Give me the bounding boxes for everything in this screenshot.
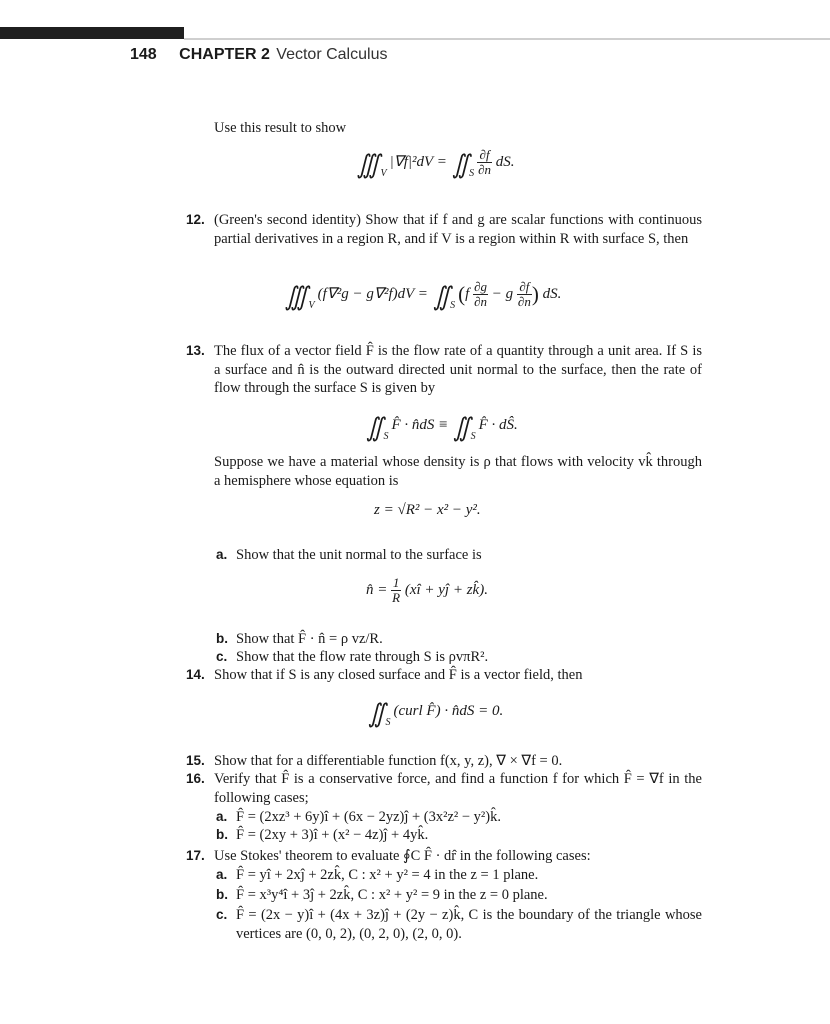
problem-12-text: (Green's second identity) Show that if f and g are scalar functions with continuous partial derivatives in a region R, and if V is a region within R with surface S, then	[214, 212, 702, 247]
part-13a-label: a.	[216, 547, 228, 562]
part-17c-label: c.	[216, 907, 228, 922]
equation-14: ∬ $_S$(curl F̂) · n̂dS = 0.	[368, 699, 504, 728]
part-13c-label: c.	[216, 649, 228, 664]
problem-16-text: Verify that F̂ is a conservative force, and find a function f for which F̂ = ∇f in the following cases;	[214, 771, 702, 806]
page-header	[130, 46, 387, 64]
problem-number-15: 15.	[186, 753, 205, 768]
problem-15-text: Show that for a differentiable function f(x, y, z), ∇ × ∇f = 0.	[214, 753, 563, 769]
part-17b-label: b.	[216, 887, 228, 902]
chapter-title: Vector Calculus	[276, 46, 388, 63]
problem-number-17: 17.	[186, 848, 205, 863]
header-rule	[184, 38, 830, 40]
page-number: 148	[130, 46, 157, 63]
part-16b-text: F̂ = (2xy + 3)î + (x² − 4z)ĵ + 4yk̂.	[236, 827, 429, 843]
part-16a-label: a.	[216, 809, 228, 824]
part-13a-text: Show that the unit normal to the surface is	[236, 547, 482, 563]
intro-text: Use this result to show	[214, 120, 347, 136]
part-17b-text: F̂ = x³y⁴î + 3ĵ + 2zk̂, C : x² + y² = 9 in the z = 0 plane.	[236, 887, 548, 903]
problem-17-text: Use Stokes' theorem to evaluate ∮C F̂ · dr̂ in the following cases:	[214, 848, 591, 864]
problem-14-text: Show that if S is any closed surface and F̂ is a vector field, then	[214, 667, 583, 683]
equation-13-hemisphere: z = √R² − x² − y².	[374, 502, 481, 518]
part-16a-text: F̂ = (2xz³ + 6y)î + (6x − 2yz)ĵ + (3x²z² − y²)k̂.	[236, 809, 501, 825]
equation-13a: n̂ = $\frac{1}{R}$ (xî + yĵ + zk̂).	[366, 575, 488, 605]
part-13c-text: Show that the flow rate through S is ρvπR².	[236, 649, 489, 665]
part-17a-label: a.	[216, 867, 228, 882]
problem-13-continuation: Suppose we have a material whose density is ρ that flows with velocity vk̂ through a hemisphere whose equation is	[214, 454, 702, 489]
equation-12: ∭ $_V$(f∇²g − g∇²f)dV = ∬ $_S$ (f $\frac{\partial g}{\partial n}$ − g $\frac{\partial f}{\partial n}$ ) dS.	[284, 279, 562, 311]
equation-13: ∬ $_S$F̂ · n̂dS ≡ ∬ $_S$F̂ · dŜ.	[366, 413, 518, 442]
part-13b-label: b.	[216, 631, 228, 646]
problem-number-14: 14.	[186, 667, 205, 682]
problem-13-text: The flux of a vector field F̂ is the flow rate of a quantity through a unit area. If S is a surface and n̂ is the outward directed unit normal to the surface, then the rate of flow through the surface S is given by	[214, 343, 702, 397]
header-bar-dark	[0, 27, 184, 39]
part-13b-text: Show that F̂ · n̂ = ρ vz/R.	[236, 631, 383, 647]
problem-number-16: 16.	[186, 771, 205, 786]
problem-number-12: 12.	[186, 212, 205, 227]
part-17c-text: F̂ = (2x − y)î + (4x + 3z)ĵ + (2y − z)k̂, C is the boundary of the triangle whose vertices are (0, 0, 2), (0, 2, 0), (2, 0, 0).	[236, 907, 702, 942]
part-17a-text: F̂ = yî + 2xĵ + 2zk̂, C : x² + y² = 4 in the z = 1 plane.	[236, 867, 539, 883]
problem-number-13: 13.	[186, 343, 205, 358]
equation-intro: ∭ $_V$|∇f|²dV = ∬ $_S$ $\frac{\partial f}{\partial n}$ dS.	[356, 147, 515, 179]
chapter-label: CHAPTER 2	[179, 46, 270, 63]
part-16b-label: b.	[216, 827, 228, 842]
